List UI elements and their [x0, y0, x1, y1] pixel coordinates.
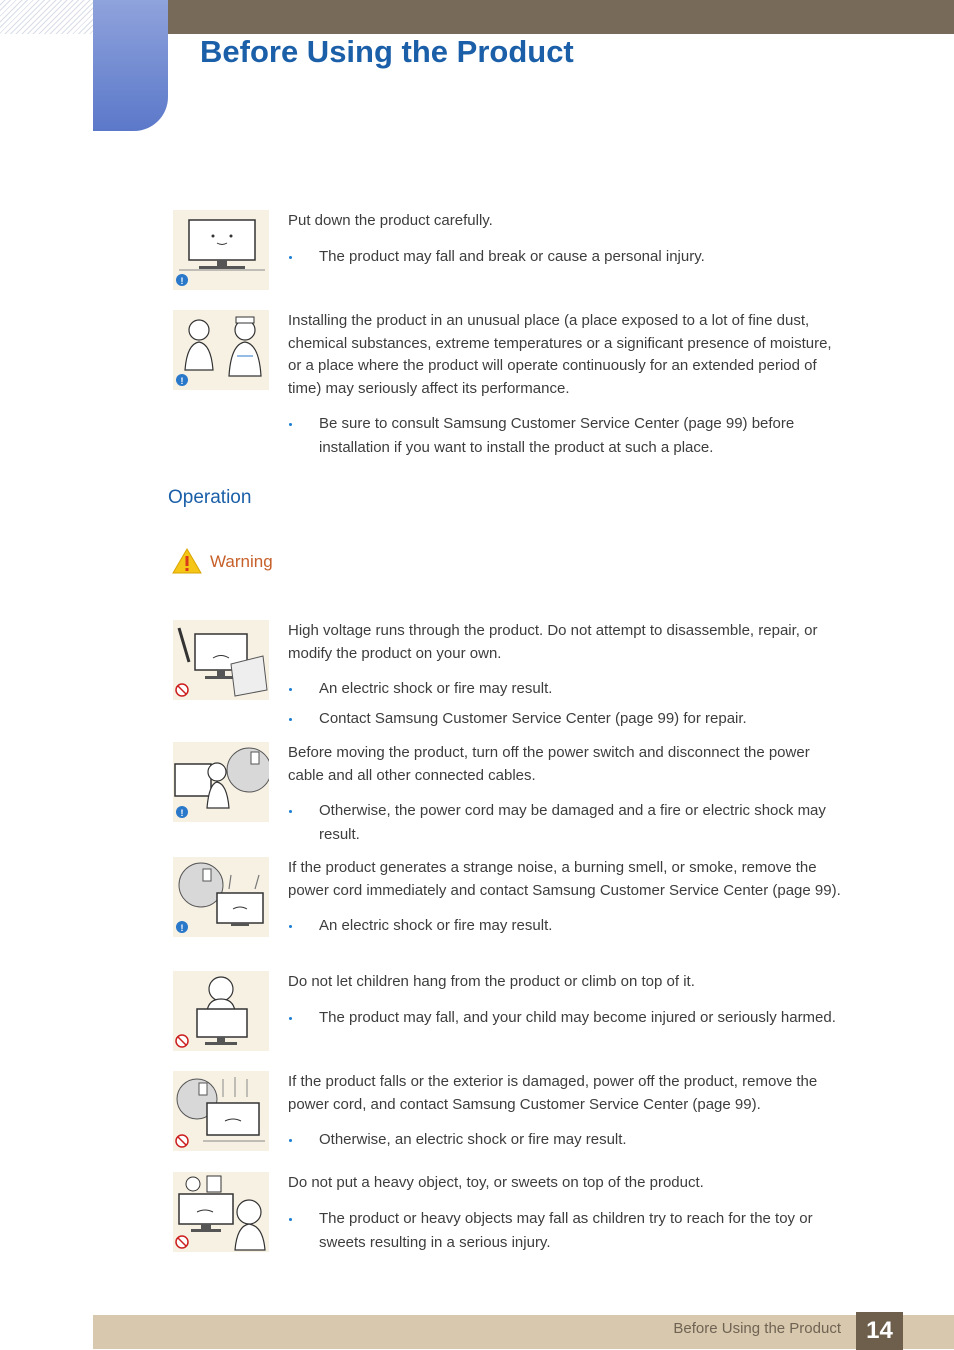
- warning-triangle-icon: [171, 547, 203, 575]
- svg-text:!: !: [180, 376, 184, 386]
- prohibited-icon: [176, 1135, 188, 1147]
- bullet-item: Contact Samsung Customer Service Center (page 99) for repair.: [288, 707, 843, 731]
- illustration-unplug-before-moving: [173, 742, 269, 822]
- bullet-item: An electric shock or fire may result.: [288, 677, 843, 701]
- illustration-disassemble: [173, 620, 269, 700]
- bullet-item: Otherwise, the power cord may be damaged and a fire or electric shock may result.: [288, 799, 843, 847]
- section-heading: Operation: [168, 487, 252, 508]
- illustration-smoke-unplug: [173, 857, 269, 937]
- bullet-item: Be sure to consult Samsung Customer Service Center (page 99) before installation if you want to install the product at such a place.: [288, 412, 843, 460]
- footer-label: Before Using the Product: [673, 1320, 841, 1337]
- instruction-text: If the product generates a strange noise, a burning smell, or smoke, remove the power cord immediately and contact Samsung Customer Service Center (page 99).: [288, 859, 841, 899]
- caution-icon: [176, 921, 188, 933]
- prohibited-icon: [176, 1236, 188, 1248]
- illustration-monitor-put-down: [173, 210, 269, 290]
- chapter-tab: [93, 0, 168, 131]
- caution-icon: [176, 374, 188, 386]
- instruction-text: Put down the product carefully.: [288, 212, 493, 229]
- illustration-toy-on-product: [173, 1172, 269, 1252]
- bullet-item: The product may fall and break or cause a personal injury.: [288, 245, 843, 269]
- bullet-item: An electric shock or fire may result.: [288, 914, 843, 938]
- caution-icon: [176, 806, 188, 818]
- page-number: 14: [856, 1312, 903, 1350]
- bullet-item: The product or heavy objects may fall as children try to reach for the toy or sweets resulting in a serious injury.: [288, 1207, 843, 1255]
- prohibited-icon: [176, 1035, 188, 1047]
- svg-text:!: !: [180, 923, 184, 933]
- instruction-text: High voltage runs through the product. Do not attempt to disassemble, repair, or modify the product on your own.: [288, 622, 818, 662]
- svg-text:!: !: [180, 808, 184, 818]
- instruction-text: If the product falls or the exterior is damaged, power off the product, remove the power cord, and contact Samsung Customer Service Center (page 99).: [288, 1073, 818, 1113]
- header-hatch-pattern: [0, 0, 93, 34]
- bullet-item: Otherwise, an electric shock or fire may result.: [288, 1128, 843, 1152]
- prohibited-icon: [176, 684, 188, 696]
- illustration-damaged-product: [173, 1071, 269, 1151]
- svg-text:!: !: [180, 276, 184, 286]
- warning-label: Warning: [210, 552, 273, 571]
- header-bar: [168, 0, 954, 34]
- illustration-customer-service: [173, 310, 269, 390]
- instruction-text: Before moving the product, turn off the power switch and disconnect the power cable and all other connected cables.: [288, 744, 810, 784]
- instruction-text: Do not let children hang from the product or climb on top of it.: [288, 973, 695, 990]
- caution-icon: [176, 274, 188, 286]
- instruction-text: Do not put a heavy object, toy, or sweets on top of the product.: [288, 1174, 704, 1191]
- instruction-text: Installing the product in an unusual place (a place exposed to a lot of fine dust, chemical substances, extreme temperatures or a significant presence of moisture, or a place where the product will operate continuously for an extended period of time) may seriously affect its performance.: [288, 312, 832, 397]
- bullet-item: The product may fall, and your child may become injured or seriously harmed.: [288, 1006, 843, 1030]
- page-title: Before Using the Product: [200, 34, 574, 69]
- illustration-child-climbing: [173, 971, 269, 1051]
